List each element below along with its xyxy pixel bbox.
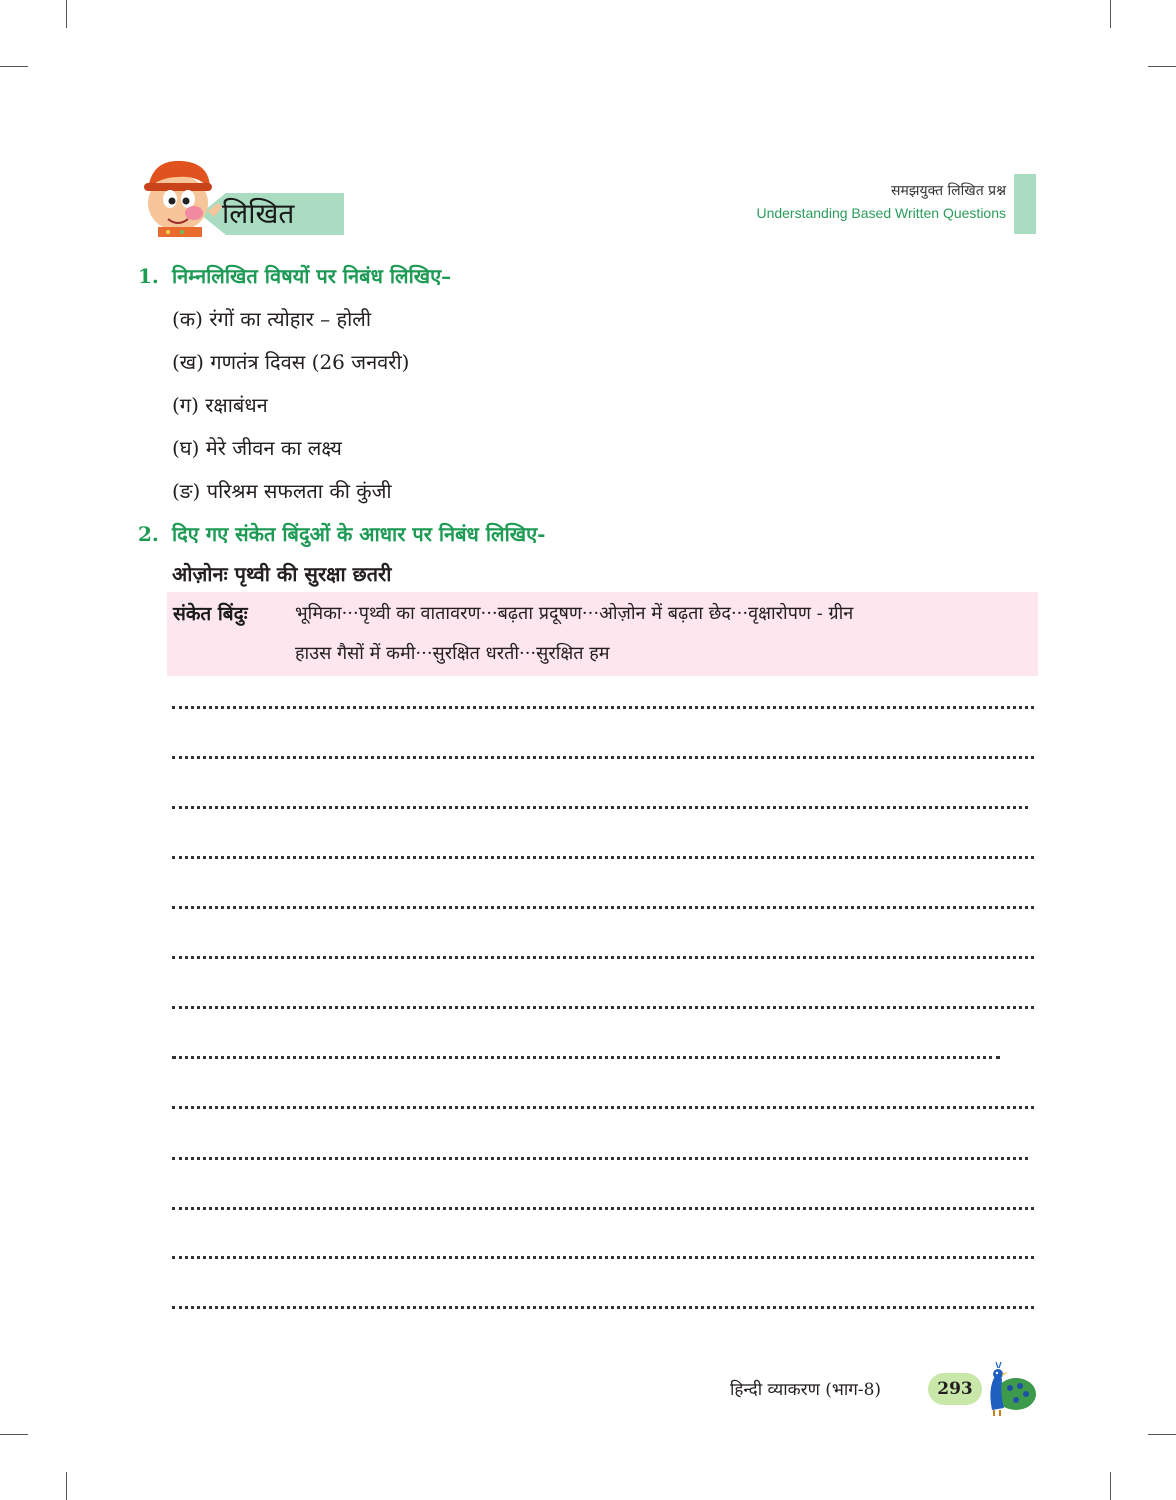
mascot-boy-icon: [138, 153, 228, 237]
writing-line[interactable]: [172, 906, 1034, 909]
question-1-item: (ग) रक्षाबंधन: [172, 393, 268, 417]
question-1-item: (क) रंगों का त्योहार – होली: [172, 307, 372, 331]
writing-line[interactable]: [172, 1306, 1034, 1309]
writing-line[interactable]: [172, 756, 1034, 759]
question-1-text: निम्नलिखित विषयों पर निबंध लिखिए–: [172, 264, 452, 288]
writing-line[interactable]: [172, 806, 1028, 809]
crop-mark: [1148, 1434, 1176, 1435]
question-2-text: दिए गए संकेत बिंदुओं के आधार पर निबंध लिखिए-: [172, 522, 546, 546]
writing-line[interactable]: [172, 1006, 1034, 1009]
writing-line[interactable]: [172, 706, 1034, 709]
question-1-item: (ख) गणतंत्र दिवस (26 जनवरी): [172, 350, 410, 374]
question-2-number: 2.: [138, 522, 159, 546]
writing-line[interactable]: [172, 1207, 1034, 1210]
crop-mark: [66, 1472, 67, 1500]
crop-mark: [1110, 1472, 1111, 1500]
header-hindi-subtitle: समझयुक्त लिखित प्रश्न: [891, 183, 1006, 199]
question-1: [138, 262, 451, 289]
section-tab-label: लिखित: [222, 197, 295, 230]
writing-line[interactable]: [172, 1256, 1034, 1259]
question-1-number: 1.: [138, 264, 159, 288]
crop-mark: [0, 1434, 28, 1435]
question-1-item: (ङ) परिश्रम सफलता की कुंजी: [172, 479, 392, 503]
writing-line[interactable]: [172, 1106, 1034, 1109]
crop-mark: [66, 0, 67, 28]
writing-line[interactable]: [172, 1157, 1028, 1160]
peacock-icon: [978, 1360, 1038, 1416]
footer-book-title: हिन्दी व्याकरण (भाग-8): [730, 1380, 882, 1400]
header-subtitle-block: [756, 180, 1006, 224]
header-accent-bar: [1014, 174, 1036, 234]
hint-label: संकेत बिंदुः: [173, 603, 248, 625]
writing-line[interactable]: [172, 1056, 1000, 1059]
question-2: [138, 520, 545, 547]
hint-points-box: [167, 592, 1038, 676]
crop-mark: [1148, 66, 1176, 67]
header-english-subtitle: Understanding Based Written Questions: [756, 205, 1006, 221]
essay-title: ओज़ोनः पृथ्वी की सुरक्षा छतरी: [172, 562, 392, 586]
writing-line[interactable]: [172, 856, 1034, 859]
hint-line-1: भूमिका···पृथ्वी का वातावरण···बढ़ता प्रदूषण···ओज़ोन में बढ़ता छेद···वृक्षारोपण - ग्रीन: [295, 603, 854, 624]
hint-line-2: हाउस गैसों में कमी···सुरक्षित धरती···सुरक्षित हम: [295, 643, 610, 664]
crop-mark: [1110, 0, 1111, 28]
crop-mark: [0, 66, 28, 67]
question-1-item: (घ) मेरे जीवन का लक्ष्य: [172, 436, 342, 460]
writing-line[interactable]: [172, 956, 1034, 959]
page-number: 293: [928, 1373, 982, 1405]
